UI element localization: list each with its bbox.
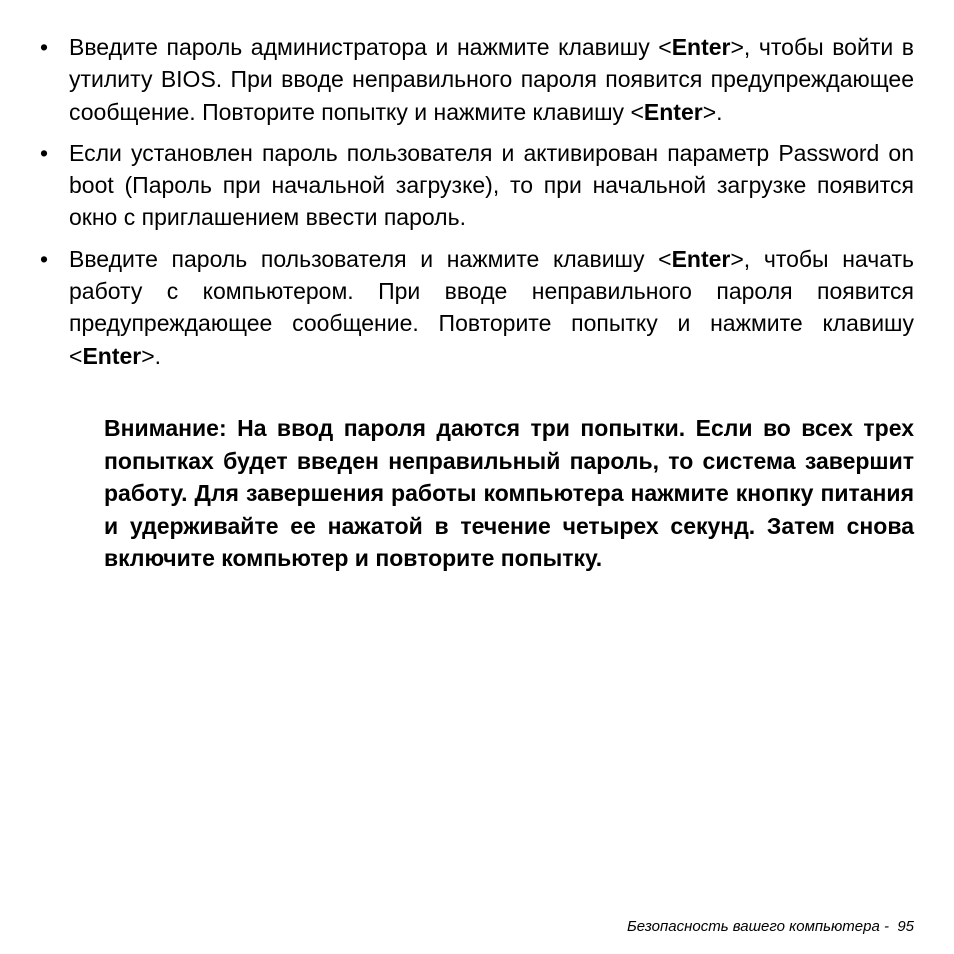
item-text: Введите пароль администратора и нажмите клавишу < xyxy=(69,34,672,60)
list-item xyxy=(40,31,914,128)
item-text: >. xyxy=(702,98,723,125)
page-footer xyxy=(627,918,914,935)
enter-key-label: Enter xyxy=(671,34,731,60)
enter-key-label: Enter xyxy=(643,98,703,125)
item-text: >, чтобы начать работу с компьютером. При вводе неправильного пароля появится предупреждающее сообщение. Повторите попытку и нажмите клавишу < xyxy=(69,245,915,369)
bullet-icon: • xyxy=(40,34,49,60)
list-item xyxy=(40,243,914,372)
item-text: >. xyxy=(141,342,162,369)
bullet-icon: • xyxy=(40,245,49,272)
instruction-list xyxy=(40,31,914,381)
list-item xyxy=(40,137,914,234)
bullet-icon: • xyxy=(40,139,49,166)
footer-section-title: Безопасность вашего компьютера - xyxy=(626,918,889,935)
item-text: Если установлен пароль пользователя и активирован параметр Password on boot (Пароль при начальной загрузке), то при начальной загрузке появится окно с приглашением ввести пароль. xyxy=(69,139,914,231)
enter-key-label: Enter xyxy=(671,245,731,272)
item-text: >, чтобы войти в утилиту BIOS. При вводе неправильного пароля появится предупреждающее сообщение. Повторите попытку и нажмите клавишу < xyxy=(69,34,914,125)
warning-note: Внимание: На ввод пароля даются три попытки. Если во всех трех попытках будет введен неправильный пароль, то система завершит работу. Для завершения работы компьютера нажмите кнопку питания и удерживайте ее нажатой в течение четырех секунд. Затем снова включите компьютер и повторите попытку. xyxy=(104,415,914,571)
page-number: 95 xyxy=(897,918,914,935)
item-text: Введите пароль пользователя и нажмите клавишу < xyxy=(69,245,672,272)
enter-key-label: Enter xyxy=(82,342,142,369)
